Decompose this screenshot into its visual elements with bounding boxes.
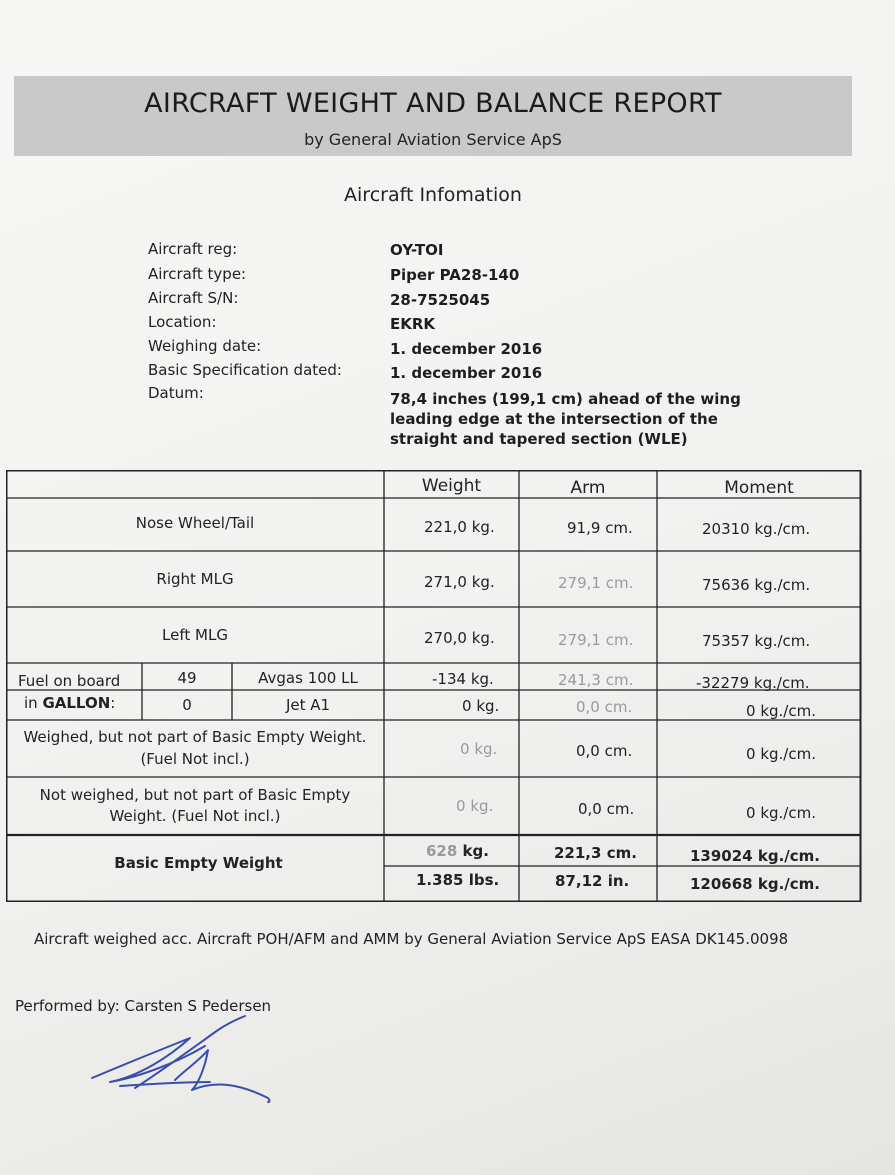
weight-value: 628 [426, 842, 458, 860]
fuel-label-unit: GALLON [42, 694, 111, 712]
info-value-reg: OY-TOI [390, 241, 444, 259]
fuel-label-line1: Fuel on board [18, 672, 121, 690]
report-title: AIRCRAFT WEIGHT AND BALANCE REPORT [144, 88, 722, 119]
moment-value: 0 [746, 804, 756, 822]
moment-unit: kg./cm. [757, 847, 820, 865]
table-row [696, 674, 810, 692]
fuel-gallons-jet: 0 [182, 696, 192, 714]
weight-value: -134 [432, 670, 467, 688]
not-weighed-line1: Not weighed, but not part of Basic Empty [39, 786, 351, 804]
weight-unit: kg. [462, 842, 489, 860]
arm-unit: cm. [605, 519, 633, 537]
moment-value: 20310 [702, 520, 750, 538]
table-row [702, 632, 810, 650]
datum-line-3: straight and tapered section (WLE) [390, 430, 688, 448]
arm-unit: cm. [605, 631, 634, 649]
arm-value: 241,3 [558, 671, 601, 689]
weight-value: 1.385 [416, 871, 464, 889]
moment-unit: kg./cm. [760, 702, 816, 720]
weight-unit: kg. [471, 629, 495, 647]
fuel-label-line2 [24, 694, 115, 712]
info-value-type: Piper PA28-140 [390, 266, 520, 284]
arm-value: 221,3 [554, 844, 602, 862]
arm-value: 0,0 [576, 698, 600, 716]
weight-unit: kg. [471, 518, 495, 536]
arm-value: 91,9 [567, 519, 601, 537]
arm-value: 279,1 [558, 631, 601, 649]
section-title: Aircraft Infomation [344, 184, 522, 206]
weight-unit: kg. [471, 573, 495, 591]
moment-unit: kg./cm. [754, 520, 811, 538]
handwritten-signature [80, 1000, 300, 1110]
info-label-datum: Datum: [148, 384, 204, 402]
fuel-label-suffix: : [110, 694, 116, 712]
arm-unit: cm. [606, 844, 637, 862]
table-row [702, 576, 810, 594]
weight-value: 0 [456, 797, 466, 815]
table-row [576, 698, 632, 716]
row-label-nose: Nose Wheel/Tail [135, 514, 255, 532]
table-row [432, 670, 494, 688]
report-subtitle: by General Aviation Service ApS [304, 130, 562, 149]
arm-unit: in. [607, 872, 630, 890]
table-row [462, 697, 499, 715]
table-row [578, 800, 634, 818]
weight-value: 221,0 [424, 518, 467, 536]
info-value-location: EKRK [390, 315, 436, 333]
weight-unit: kg. [474, 740, 498, 758]
table-row [424, 629, 495, 647]
header-weight: Weight [421, 476, 482, 496]
table-row [558, 671, 633, 689]
header-moment: Moment [724, 478, 794, 498]
weight-unit: kg. [476, 697, 500, 715]
fuel-label-prefix: in [24, 694, 43, 712]
table-row [746, 745, 816, 763]
info-value-serial: 28-7525045 [390, 291, 491, 309]
fuel-gallons-avgas: 49 [177, 669, 197, 687]
weight-balance-table [6, 470, 862, 902]
datum-line-1: 78,4 inches (199,1 cm) ahead of the wing [390, 390, 741, 408]
table-row [746, 804, 816, 822]
weighing-statement: Aircraft weighed acc. Aircraft POH/AFM and AMM by General Aviation Service ApS EASA DK145.0098 [34, 930, 789, 948]
info-value-datum [390, 389, 770, 449]
weight-value: 270,0 [424, 629, 467, 647]
table-row [690, 875, 820, 893]
table-row [424, 518, 495, 536]
info-label-reg: Aircraft reg: [148, 240, 238, 258]
weighed-not-part-line1: Weighed, but not part of Basic Empty Weight. [23, 728, 367, 746]
weight-value: 0 [460, 740, 470, 758]
table-row [746, 702, 816, 720]
table-row [460, 740, 497, 758]
table-row [558, 631, 633, 649]
table-row [567, 519, 633, 537]
moment-value: 139024 [690, 847, 753, 865]
moment-unit: kg./cm. [757, 875, 820, 893]
table-row [426, 842, 489, 860]
table-row [554, 844, 637, 862]
header-arm: Arm [570, 478, 606, 498]
moment-unit: kg./cm. [753, 674, 810, 692]
moment-value: 120668 [690, 875, 753, 893]
table-row [416, 871, 499, 889]
moment-unit: kg./cm. [754, 576, 811, 594]
arm-unit: cm. [605, 574, 634, 592]
arm-unit: cm. [605, 671, 634, 689]
table-row [424, 573, 495, 591]
basic-empty-weight-label: Basic Empty Weight [114, 854, 283, 872]
info-label-spec-date: Basic Specification dated: [148, 361, 342, 379]
table-row [690, 847, 820, 865]
moment-unit: kg./cm. [760, 745, 816, 763]
moment-value: -32279 [696, 674, 750, 692]
fuel-type-avgas: Avgas 100 LL [258, 669, 358, 687]
weight-value: 271,0 [424, 573, 467, 591]
weighed-not-part-line2: (Fuel Not incl.) [140, 750, 250, 768]
weight-unit: kg. [470, 670, 494, 688]
moment-unit: kg./cm. [754, 632, 811, 650]
not-weighed-line2: Weight. (Fuel Not incl.) [109, 807, 281, 825]
info-value-spec-date: 1. december 2016 [390, 364, 543, 382]
info-label-weighing-date: Weighing date: [148, 337, 262, 355]
fuel-type-jet: Jet A1 [285, 696, 331, 714]
arm-value: 87,12 [555, 872, 603, 890]
info-label-serial: Aircraft S/N: [148, 289, 239, 307]
info-label-location: Location: [148, 313, 217, 331]
arm-unit: cm. [604, 742, 633, 760]
weight-unit: lbs. [468, 871, 500, 889]
arm-value: 0,0 [576, 742, 600, 760]
weight-value: 0 [462, 697, 472, 715]
arm-unit: cm. [604, 698, 633, 716]
arm-value: 0,0 [578, 800, 602, 818]
moment-value: 75636 [702, 576, 750, 594]
weight-unit: kg. [470, 797, 494, 815]
table-row [702, 520, 810, 538]
moment-value: 0 [746, 702, 756, 720]
arm-value: 279,1 [558, 574, 601, 592]
moment-value: 75357 [702, 632, 750, 650]
table-row [558, 574, 633, 592]
moment-unit: kg./cm. [760, 804, 816, 822]
moment-value: 0 [746, 745, 756, 763]
table-row [555, 872, 629, 890]
table-row [576, 742, 632, 760]
arm-unit: cm. [606, 800, 635, 818]
info-label-type: Aircraft type: [148, 265, 247, 283]
performed-by: Performed by: Carsten S Pedersen [15, 997, 272, 1015]
row-label-right-mlg: Right MLG [156, 570, 234, 588]
row-label-left-mlg: Left MLG [162, 626, 228, 644]
datum-line-2: leading edge at the intersection of the [390, 410, 718, 428]
info-value-weighing-date: 1. december 2016 [390, 340, 543, 358]
table-row [456, 797, 493, 815]
